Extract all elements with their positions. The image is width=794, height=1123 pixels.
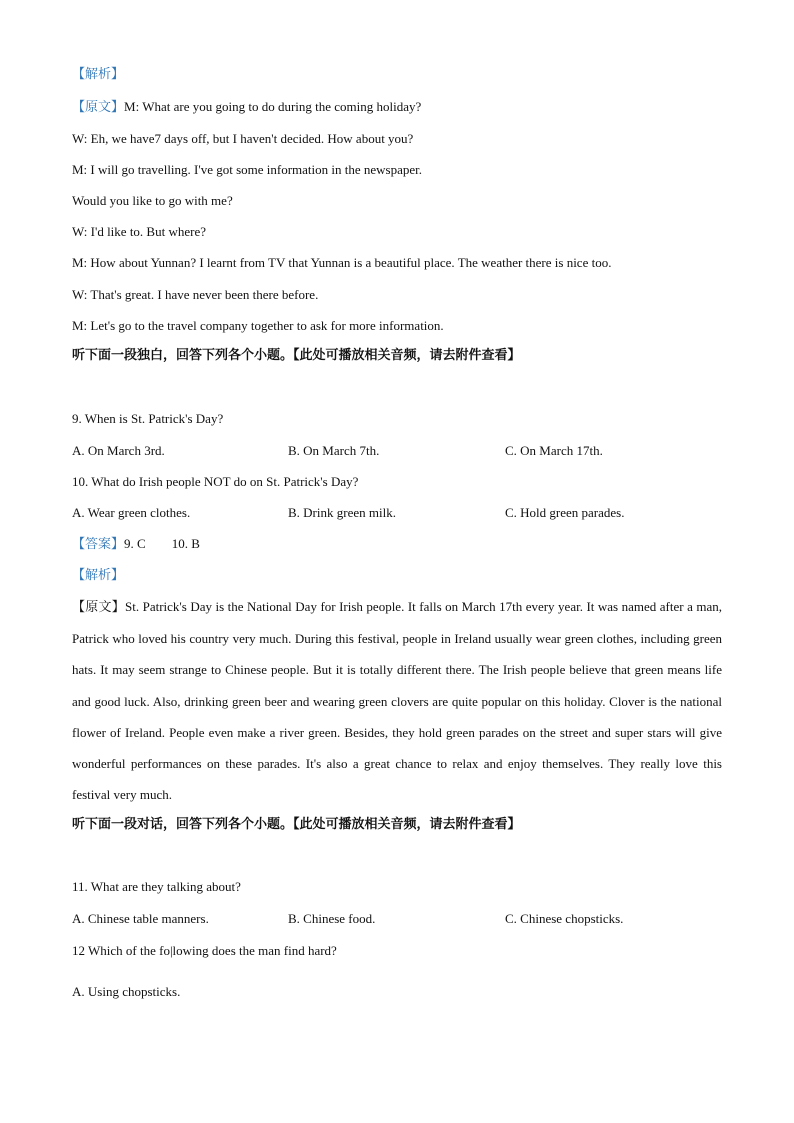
- yuanwen-label-1: 【原文】: [72, 100, 125, 115]
- q9-option-b: B. On March 7th.: [288, 443, 380, 458]
- q10-option-c: C. Hold green parades.: [505, 505, 625, 520]
- q12-option-a: A. Using chopsticks.: [72, 984, 181, 999]
- instruction-1: 听下面一段独白，回答下列各个小题。【此处可播放相关音频，请去附件查看】: [72, 348, 521, 363]
- yuanwen-label-2: 【原文】: [72, 600, 125, 615]
- q9-option-a: A. On March 3rd.: [72, 443, 165, 458]
- dialogue-line-4: Would you like to go with me?: [72, 193, 233, 208]
- q10-option-b: B. Drink green milk.: [288, 505, 396, 520]
- jiexi-heading-2: 【解析】: [72, 568, 125, 583]
- answer-line: [72, 535, 722, 554]
- question-9: 9. When is St. Patrick's Day?: [72, 411, 224, 426]
- dialogue-line-7: W: That's great. I have never been there before.: [72, 287, 319, 302]
- dialogue-line-6: M: How about Yunnan? I learnt from TV that Yunnan is a beautiful place. The weather there is nice too.: [72, 255, 612, 270]
- question-12: 12 Which of the fo|lowing does the man find hard?: [72, 943, 337, 958]
- answer-label: 【答案】: [72, 537, 125, 552]
- passage-text: St. Patrick's Day is the National Day for Irish people. It falls on March 17th every year. It was named after a man, Patrick who loved his country very much. During this festival, people in Ireland usually wear green clothes, including green hats. It may seem strange to Chinese people. But it is totally different there. The Irish people believe that green means life and good luck. Also, drinking green beer and wearing green clovers are quite popular on this holiday. Clover is the national flower of Ireland. People even make a river green. Besides, they hold green parades on the street and super stars will give wonderful performances on these parades. It's also a great chance to relax and enjoy themselves. They really love this festival very much.: [72, 599, 722, 803]
- answer-10: 10. B: [171, 536, 200, 551]
- q11-option-b: B. Chinese food.: [288, 911, 376, 926]
- instruction-2: 听下面一段对话，回答下列各个小题。【此处可播放相关音频，请去附件查看】: [72, 817, 521, 832]
- dialogue-line-8: M: Let's go to the travel company together to ask for more information.: [72, 318, 444, 333]
- dialogue-line-1: [72, 98, 722, 117]
- dialogue-line-3: M: I will go travelling. I've got some information in the newspaper.: [72, 162, 423, 177]
- jiexi-heading-1: 【解析】: [72, 67, 125, 82]
- dialogue-line-5: W: I'd like to. But where?: [72, 224, 206, 239]
- q9-option-c: C. On March 17th.: [505, 443, 603, 458]
- question-10: 10. What do Irish people NOT do on St. Patrick's Day?: [72, 474, 359, 489]
- q10-option-a: A. Wear green clothes.: [72, 505, 191, 520]
- passage: [72, 591, 722, 810]
- question-11: 11. What are they talking about?: [72, 879, 241, 894]
- q11-option-c: C. Chinese chopsticks.: [505, 911, 624, 926]
- dialogue-line-2: W: Eh, we have7 days off, but I haven't decided. How about you?: [72, 131, 414, 146]
- answer-9: 9. C: [124, 536, 146, 551]
- dialogue-text: M: What are you going to do during the coming holiday?: [124, 99, 422, 114]
- q11-option-a: A. Chinese table manners.: [72, 911, 209, 926]
